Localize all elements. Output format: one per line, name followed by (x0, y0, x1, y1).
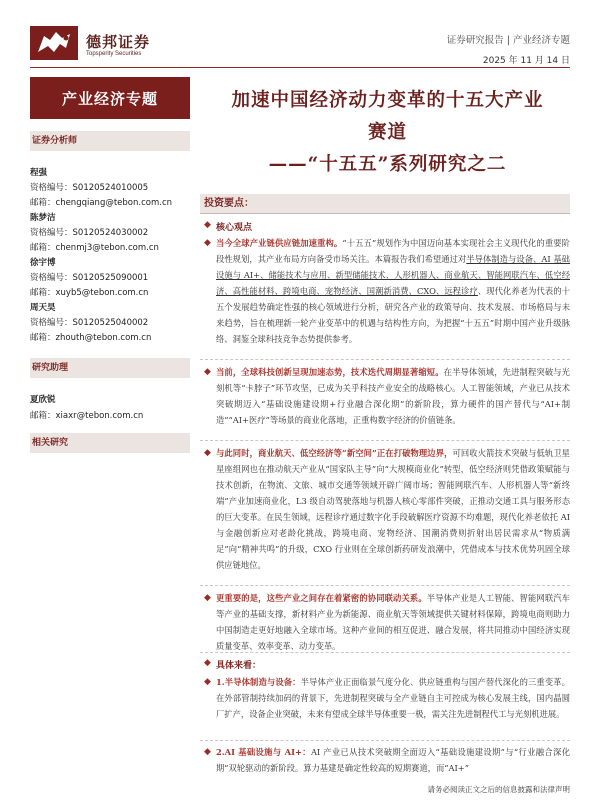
paragraph-lead: 当前，全球科技创新呈现加速态势，技术迭代周期显著缩短。 (216, 367, 444, 377)
cert-number: S0120524010005 (72, 183, 149, 193)
cert-label: 资格编号： (30, 273, 73, 283)
bullet-icon: ◆ (204, 448, 211, 458)
specifics-heading: 具体来看： (216, 661, 262, 671)
cert-label: 资格编号： (30, 228, 73, 238)
tebon-logo-icon (30, 26, 78, 60)
bullet-icon: ◆ (204, 747, 211, 757)
paragraph-text: 、现代化养老为代表的十五个发展趋势确定性强的核心领域进行分析，研究各产业的政策导向、技术发展、市场格局与未来趋势，旨在梳理新一轮产业变革中的机遇与结构性方向，为把握“十五五”时期中国产业升级脉络、洞鉴全球科技竞争态势提供参考。 (216, 286, 570, 344)
bullet-icon: ◆ (204, 658, 211, 668)
assistant-name: 夏欣锐 (30, 395, 56, 405)
analyst-cert (30, 316, 148, 328)
section-divider (200, 740, 570, 741)
report-title-line1: 加速中国经济动力变革的十五大产业 (231, 90, 544, 111)
paragraph-text: 半导体产业正面临景气度分化、供应链重构与国产替代深化的三重变革。在外部管制持续加码的背景下，先进制程突破与全产业链自主可控成为核心发展主线，国内晶圆厂扩产，设备企业突破，未来有望成全球半导体重要一极，需关注先进制程代工与光刻机进展。 (216, 677, 570, 719)
paragraph-lead: 2.AI 基础设施与 AI+： (216, 747, 311, 757)
email-link[interactable]: zhouth@tebon.com.cn (55, 333, 152, 343)
analyst-cert (30, 181, 148, 193)
analyst-email (30, 196, 172, 208)
paragraph-text: AI 产业已从技术突破期全面迈入“基础设施建设期”与“行业融合深化期”双轮驱动的新阶段。算力基建是确定性较高的短期赛道，而“AI+” (216, 747, 570, 773)
paragraph-tech-innovation (216, 364, 570, 428)
analyst-name: 徐宇博 (30, 258, 56, 268)
brand-name: 德邦证券 (86, 33, 151, 51)
analyst-cert (30, 271, 148, 283)
section-divider (200, 359, 570, 360)
paragraph-restructuring (216, 235, 570, 347)
report-type: 证券研究报告 | 产业经济专题 (446, 35, 570, 46)
brand-name-english: Topsperity Securities (86, 51, 142, 57)
cert-label: 资格编号： (30, 183, 73, 193)
bullet-icon: ◆ (204, 677, 211, 687)
report-subtitle: ——“十五五”系列研究之二 (268, 154, 507, 175)
analyst-name: 陈梦洁 (30, 213, 56, 223)
bullet-icon: ◆ (204, 220, 211, 230)
email-label: 邮箱： (30, 243, 56, 253)
paragraph-text: “十五五”规划作为中国迈向基本实现社会主义现代化的重要阶段性规划，其产业布局方向备受市场关注。本篇报告我们希望通过对 (216, 238, 570, 264)
cert-label: 资格编号： (30, 318, 73, 328)
email-link[interactable]: xuyb5@tebon.com.cn (55, 288, 149, 298)
heading-rule (200, 213, 570, 214)
bullet-icon: ◆ (204, 238, 211, 248)
bullet-icon: ◆ (204, 367, 211, 377)
section-divider (200, 440, 570, 441)
investment-highlights-heading: 投资要点： (200, 194, 570, 213)
paragraph-semiconductor (216, 674, 570, 722)
footer-disclaimer: 请务必阅读正文之后的信息披露和法律声明 (427, 785, 570, 794)
paragraph-lead: 当今全球产业链供应链加速重构。 (216, 238, 343, 248)
related-research-heading: 相关研究 (30, 433, 190, 453)
report-title-line2: 赛道 (367, 122, 407, 143)
email-link[interactable]: chengqiang@tebon.com.cn (55, 198, 173, 208)
email-link[interactable]: xiaxr@tebon.com.cn (55, 411, 144, 421)
cert-number: S0120525040002 (72, 318, 149, 328)
paragraph-text: 在半导体领域，先进制程突破与光刻机等“卡脖子”环节攻坚，已成为关乎科技产业安全的战略核心。人工智能领域，产业已从技术突破期迈入“基础设施建设期+行业融合深化期”的新阶段，算力硬件的国产替代与“AI+制造”“AI+医疗”等场景的商业化落地，正重构数字经济的价值链条。 (216, 367, 570, 425)
paragraph-synergy (216, 590, 570, 654)
cert-number: S0120524030002 (72, 228, 149, 238)
email-label: 邮箱： (30, 198, 56, 208)
paragraph-new-space (216, 445, 570, 573)
analyst-email (30, 241, 159, 253)
paragraph-text: 可回收火箭技术突破与低轨卫星星座组网也在推动航天产业从“国家队主导”向“大规模商业化”转型，低空经济则凭借政策赋能与技术创新，在物流、文旅、城市交通等领域开辟广阔市场；智能网联汽车、人形机器人等“新终端”产业加速商业化，L3 级自动驾驶落地与机器人核心零部件突破，正推动交通工具与服务形态的巨大变革。在民生领域，远程诊疗通过数字化手段破解医疗资源不均难题，现代化养老依托 AI 与金融创新应对老龄化挑战，跨境电商、宠物经济、国潮消费则折射出居民需求从“物质满足”向“精神共鸣”的升级，CXO 行业则在全球创新药研发浪潮中，凭借成本与技术优势巩固全球供应链地位。 (216, 448, 570, 570)
analyst-email (30, 331, 151, 343)
paragraph-lead: 与此同时，商业航天、低空经济等“新空间”正在打破物理边界， (216, 448, 453, 458)
report-date: 2025 年 11 月 14 日 (482, 56, 570, 66)
bullet-icon: ◆ (204, 593, 211, 603)
cert-number: S0120525090001 (72, 273, 149, 283)
paragraph-lead: 1.半导体制造与设备： (216, 677, 301, 687)
email-label: 邮箱： (30, 288, 56, 298)
email-label: 邮箱： (30, 333, 56, 343)
paragraph-ai-infrastructure (216, 744, 570, 778)
analyst-name: 周天昊 (30, 303, 56, 313)
analyst-email (30, 286, 148, 298)
paragraph-lead: 更重要的是，这些产业之间存在着紧密的协同联动关系。 (216, 593, 427, 603)
analysts-heading: 证券分析师 (30, 131, 190, 151)
core-view-heading: 核心观点 (216, 223, 253, 233)
assistant-heading: 研究助理 (30, 358, 190, 378)
paragraph-underlined: 半导体制造与设备、AI 基础设施与 AI+、储能技术与应用、新型储能技术、人形机器人、商业航天、智能网联汽车、低空经济、高性能材料、跨境电商、宠物经济、国潮新消费、CXO、远程诊疗 (216, 254, 570, 296)
email-label: 邮箱： (30, 411, 56, 421)
analyst-name: 程强 (30, 168, 48, 178)
email-link[interactable]: chenmj3@tebon.com.cn (55, 243, 159, 253)
section-divider (200, 652, 570, 653)
section-divider (200, 585, 570, 586)
sidebar-banner: 产业经济专题 (30, 77, 190, 119)
analyst-cert (30, 226, 148, 238)
paragraph-text: 半导体产业是人工智能、智能网联汽车等产业的基础支撑，新材料产业为新能源、商业航天等领域提供关键材料保障，跨境电商则助力中国制造走更好地融入全球市场。这种产业间的相互促进、融合发展，将共同推动中国经济实现质量变革、效率变革、动力变革。 (216, 593, 570, 651)
header-divider (30, 67, 570, 68)
assistant-email (30, 409, 143, 421)
